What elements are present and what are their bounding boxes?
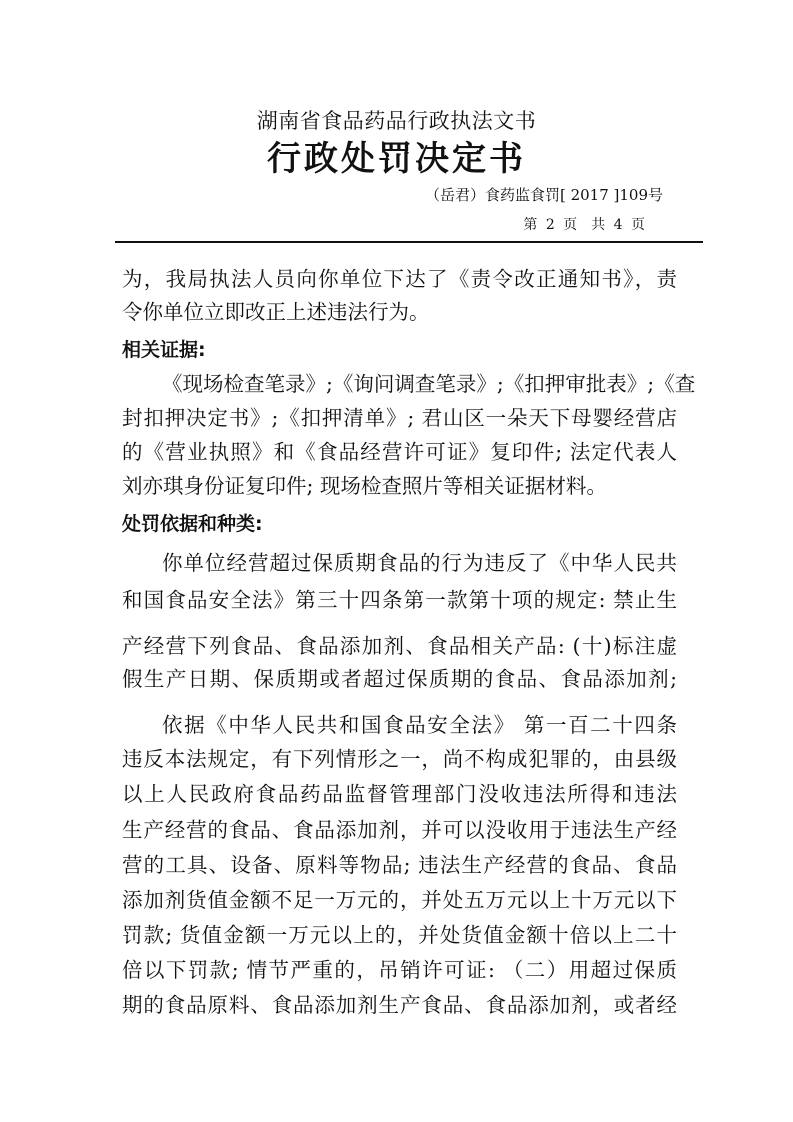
header-divider	[115, 241, 703, 243]
body-line: 封扣押决定书》;《扣押清单》; 君山区一朵天下母婴经营店	[122, 406, 677, 430]
body-line: 的《营业执照》和《食品经营许可证》复印件; 法定代表人	[122, 440, 677, 464]
body-line: 假生产日期、保质期或者超过保质期的食品、食品添加剂;	[122, 667, 677, 691]
evidence-heading: 相关证据:	[122, 339, 206, 361]
page-indicator: 第 2 页 共 4 页	[523, 217, 645, 233]
body-line: 以上人民政府食品药品监督管理部门没收违法所得和违法	[122, 782, 677, 806]
body-line: 营的工具、设备、原料等物品; 违法生产经营的食品、食品	[122, 853, 677, 877]
body-line: 《现场检查笔录》;《询问调查笔录》;《扣押审批表》;《查	[162, 372, 696, 396]
issuing-authority: 湖南省食品药品行政执法文书	[256, 109, 537, 133]
body-line: 生产经营的食品、食品添加剂，并可以没收用于违法生产经	[122, 818, 677, 842]
body-line: 产经营下列食品、食品添加剂、食品相关产品: (十)标注虚	[122, 634, 677, 658]
body-line: 罚款; 货值金额一万元以上的，并处货值金额十倍以上二十	[122, 923, 677, 947]
body-line: 和国食品安全法》第三十四条第一款第十项的规定: 禁止生	[122, 588, 677, 612]
document-number: （岳君）食药监食罚[ 2017 ]109号	[424, 186, 663, 204]
body-line: 添加剂货值金额不足一万元的，并处五万元以上十万元以下	[122, 888, 677, 912]
body-line: 令你单位立即改正上述违法行为。	[122, 300, 430, 324]
body-line: 期的食品原料、食品添加剂生产食品、食品添加剂，或者经	[122, 993, 677, 1017]
basis-heading: 处罚依据和种类:	[122, 513, 263, 535]
document-title: 行政处罚决定书	[267, 139, 526, 179]
body-line: 刘亦琪身份证复印件; 现场检查照片等相关证据材料。	[122, 474, 607, 498]
body-line: 你单位经营超过保质期食品的行为违反了《中华人民共	[162, 551, 677, 575]
body-line: 违反本法规定，有下列情形之一，尚不构成犯罪的，由县级	[122, 747, 677, 771]
body-line: 依据《中华人民共和国食品安全法》 第一百二十四条	[162, 713, 677, 737]
body-line: 倍以下罚款; 情节严重的，吊销许可证: （二）用超过保质	[122, 958, 677, 982]
body-line: 为，我局执法人员向你单位下达了《责令改正通知书》，责	[122, 267, 677, 291]
